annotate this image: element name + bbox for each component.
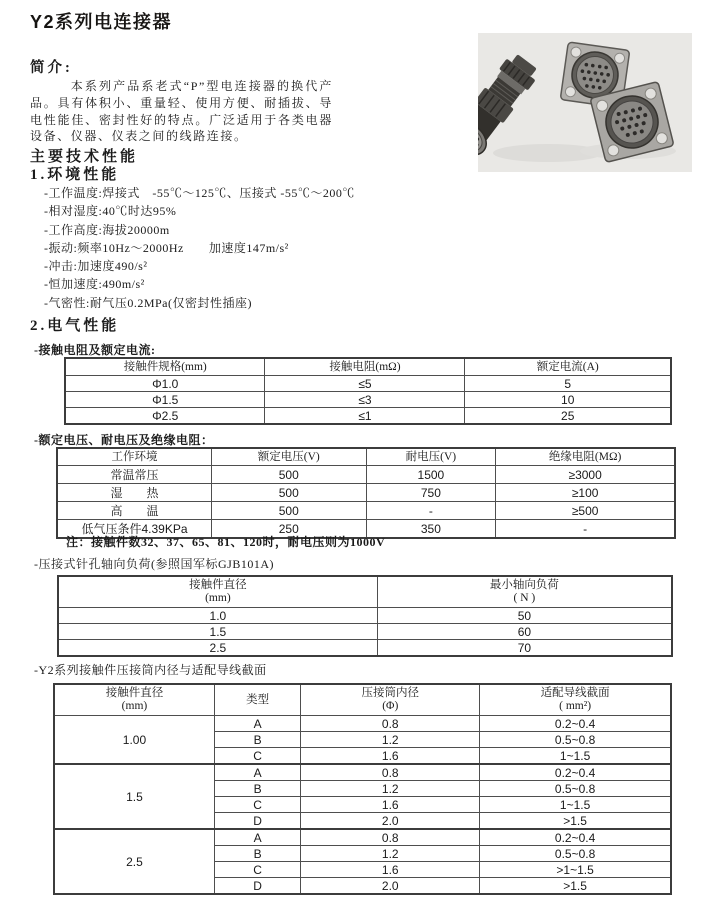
axial-load-heading: -压接式针孔轴向负荷(参照国军标GJB101A) (34, 557, 274, 571)
table-cell: 350 (366, 520, 496, 539)
table-cell: 低气压条件4.39KPa (57, 520, 212, 539)
crimp-barrel-table (53, 683, 672, 895)
table-cell: 0.2~0.4 (480, 829, 671, 846)
list-item: -工作温度:焊接式 -55℃～125℃、压接式 -55℃～200℃ (44, 186, 355, 200)
table-cell: 1.0 (58, 608, 377, 624)
table-cell: 1.6 (301, 862, 480, 878)
header-line: 最小轴向负荷 (489, 579, 559, 591)
table-cell: Φ2.5 (65, 408, 265, 425)
column-header (54, 684, 214, 716)
table-cell: 0.2~0.4 (480, 716, 671, 732)
table-cell: >1.5 (480, 813, 671, 830)
table-cell: ≤3 (265, 392, 465, 408)
diameter-cell: 1.5 (54, 764, 214, 829)
table-cell: 2.0 (301, 813, 480, 830)
table-cell: 5 (465, 376, 671, 392)
column-header: 接触件规格(mm) (65, 358, 265, 376)
table-row (54, 829, 671, 846)
list-item: -冲击:加速度490/s² (44, 259, 148, 274)
header-line: 适配导线截面 (540, 687, 610, 699)
table-cell: 750 (366, 484, 496, 502)
table-row (65, 392, 671, 408)
table-cell: >1~1.5 (480, 862, 671, 878)
table-cell: D (214, 813, 300, 830)
table-cell: D (214, 878, 300, 895)
table-cell: 1500 (366, 466, 496, 484)
table-cell: A (214, 829, 300, 846)
header-line: 类型 (246, 693, 270, 706)
column-header (58, 576, 377, 608)
header-line: 接触件直径 (189, 579, 247, 591)
header-line: (Φ) (382, 700, 399, 712)
product-photo (478, 33, 692, 172)
table-cell: 2.0 (301, 878, 480, 895)
table-cell: ≥3000 (496, 466, 675, 484)
table-cell: Φ1.0 (65, 376, 265, 392)
column-header (377, 576, 672, 608)
table-header-row (58, 576, 672, 608)
table-header-row (54, 684, 671, 716)
page-title: Y2系列电连接器 (30, 12, 173, 32)
table-cell: 0.5~0.8 (480, 781, 671, 797)
voltage-insulation-table (56, 447, 676, 539)
column-header (214, 684, 300, 716)
table-row (58, 608, 672, 624)
table-cell: A (214, 716, 300, 732)
table-cell: C (214, 862, 300, 878)
table-row (65, 408, 671, 425)
table-cell: 60 (377, 624, 672, 640)
table-row (54, 716, 671, 732)
header-line: 压接筒内径 (361, 687, 419, 699)
table-cell: 25 (465, 408, 671, 425)
table-row (57, 502, 675, 520)
main-tech-heading: 主要技术性能 (30, 149, 139, 165)
table-cell: 70 (377, 640, 672, 657)
table-cell: 0.2~0.4 (480, 764, 671, 781)
table-row (57, 484, 675, 502)
table-cell: 1~1.5 (480, 748, 671, 765)
voltage-insulation-heading: -额定电压、耐电压及绝缘电阻： (34, 433, 214, 447)
table-cell: ≤1 (265, 408, 465, 425)
table-cell: 2.5 (58, 640, 377, 657)
table-cell: B (214, 732, 300, 748)
header-line: ( N ) (513, 592, 536, 604)
table-cell: 0.8 (301, 716, 480, 732)
table-cell: 1.2 (301, 781, 480, 797)
header-line: 接触件直径 (105, 687, 164, 699)
intro-paragraph: 本系列产品系老式“P”型电连接器的换代产品。具有体积小、重量轻、使用方便、耐插拔、导电性能佳、密封性好的特点。广泛适用于各类电器设备、仪器、仪表之间的线路连接。 (30, 79, 333, 144)
column-header: 耐电压(V) (366, 448, 496, 466)
table-cell: A (214, 764, 300, 781)
table-row (58, 640, 672, 657)
table-cell: ≤5 (265, 376, 465, 392)
table-cell: 高 温 (57, 502, 212, 520)
crimp-barrel-heading: -Y2系列接触件压接筒内径与适配导线截面 (34, 663, 267, 677)
table-cell: >1.5 (480, 878, 671, 895)
table-cell: 常温常压 (57, 466, 212, 484)
table-cell: 1.5 (58, 624, 377, 640)
env-performance-list (44, 184, 355, 312)
table-cell: - (496, 520, 675, 539)
contact-resistance-table (64, 357, 672, 425)
axial-load-table (57, 575, 673, 657)
elec-performance-heading: 2.电气性能 (30, 318, 120, 334)
header-line: ( mm²) (559, 700, 592, 712)
table-cell: 10 (465, 392, 671, 408)
table-cell: 50 (377, 608, 672, 624)
diameter-cell: 1.00 (54, 716, 214, 765)
table-cell: 1~1.5 (480, 797, 671, 813)
column-header (480, 684, 671, 716)
diameter-cell: 2.5 (54, 829, 214, 894)
table-row (65, 376, 671, 392)
connector-illustration (478, 33, 692, 172)
header-line: (mm) (121, 700, 148, 712)
list-item: -工作高度:海拔20000m (44, 222, 170, 237)
intro-heading: 简介: (30, 60, 73, 76)
table-cell: 0.5~0.8 (480, 732, 671, 748)
table-cell: B (214, 846, 300, 862)
list-item: -振动:频率10Hz～2000Hz 加速度147m/s² (44, 240, 289, 255)
table-cell: ≥500 (496, 502, 675, 520)
table-cell: 500 (212, 502, 367, 520)
table-cell: B (214, 781, 300, 797)
table-cell: 1.6 (301, 797, 480, 813)
column-header (301, 684, 480, 716)
table-cell: C (214, 748, 300, 765)
column-header: 绝缘电阻(MΩ) (496, 448, 675, 466)
table-cell: 0.8 (301, 829, 480, 846)
table-cell: 250 (212, 520, 367, 539)
column-header: 额定电流(A) (465, 358, 671, 376)
header-line: (mm) (205, 592, 231, 604)
table-cell: 0.8 (301, 764, 480, 781)
table-row (58, 624, 672, 640)
table-row (54, 764, 671, 781)
table-cell: 500 (212, 466, 367, 484)
table-cell: 500 (212, 484, 367, 502)
table-cell: 1.6 (301, 748, 480, 765)
column-header: 工作环境 (57, 448, 212, 466)
table-cell: 1.2 (301, 732, 480, 748)
column-header: 接触电阻(mΩ) (265, 358, 465, 376)
env-performance-heading: 1.环境性能 (30, 167, 120, 183)
table-cell: 0.5~0.8 (480, 846, 671, 862)
table-header-row (65, 358, 671, 376)
voltage-table-note: 注：接触件数32、37、65、81、120时，耐电压则为1000V (66, 535, 386, 549)
table-cell: Φ1.5 (65, 392, 265, 408)
table-header-row (57, 448, 675, 466)
table-row (57, 466, 675, 484)
list-item: -气密性:耐气压0.2MPa(仅密封性插座) (44, 295, 252, 310)
table-cell: - (366, 502, 496, 520)
column-header: 额定电压(V) (212, 448, 367, 466)
contact-resistance-heading: -接触电阻及额定电流: (34, 343, 156, 357)
table-cell: ≥100 (496, 484, 675, 502)
list-item: -相对湿度:40℃时达95% (44, 204, 177, 219)
table-cell: 1.2 (301, 846, 480, 862)
table-cell: C (214, 797, 300, 813)
list-item: -恒加速度:490m/s² (44, 277, 145, 292)
table-cell: 湿 热 (57, 484, 212, 502)
